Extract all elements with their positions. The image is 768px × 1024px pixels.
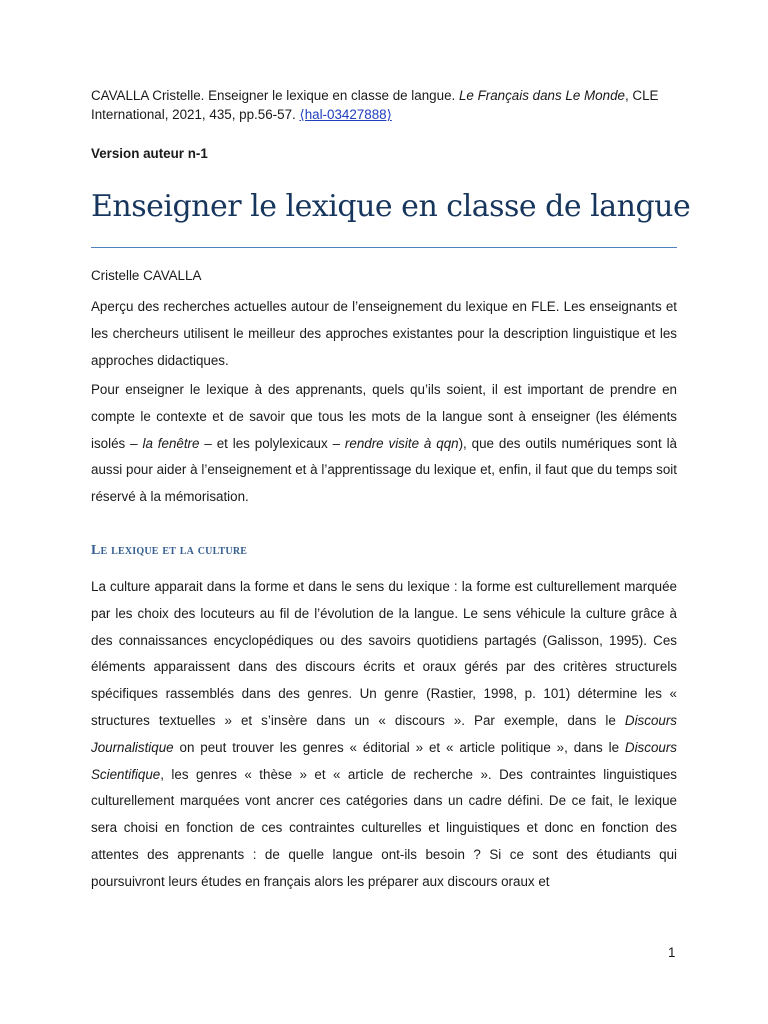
title-divider: [91, 247, 677, 248]
culture-paragraph: [91, 574, 677, 896]
intro-text-2: – et les polylexicaux –: [199, 435, 345, 451]
citation-suffix: , CLE International, 2021, 435, pp.56-57.: [91, 88, 659, 122]
intro-paragraph: [91, 377, 677, 511]
culture-text-2: on peut trouver les genres « éditorial » et « article politique », dans le: [173, 739, 625, 755]
culture-italic-2: Discours Scientifique: [91, 739, 677, 782]
citation-journal: Le Français dans Le Monde: [458, 88, 625, 103]
page-number: 1: [668, 945, 676, 960]
author-name: Cristelle CAVALLA: [91, 268, 202, 283]
document-page: [91, 0, 691, 1024]
citation: [91, 86, 677, 124]
intro-italic-2: rendre visite à qqn: [344, 435, 459, 451]
intro-text-3: ), que des outils numériques sont là aussi pour aider à l’enseignement et à l’apprentissage du lexique et, enfin, il faut que du temps soit réservé à la mémorisation.: [91, 435, 677, 505]
citation-prefix: CAVALLA Cristelle. Enseigner le lexique en classe de langue.: [91, 88, 459, 103]
culture-italic-1: Discours Journalistique: [91, 712, 677, 755]
section-heading: Le lexique et la culture: [91, 543, 248, 558]
version-label: Version auteur n-1: [91, 146, 208, 161]
document-title: Enseigner le lexique en classe de langue: [91, 189, 691, 224]
hal-link[interactable]: ⟨hal-03427888⟩: [299, 107, 392, 122]
culture-text-3: , les genres « thèse » et « article de recherche ». Des contraintes linguistiques culturellement marquées vont ancrer ces catégories dans un cadre défini. De ce fait, le lexique sera choisi en fonction de ces contraintes culturelles et linguistiques et donc en fonction des attentes des apprenants : de quelle langue ont-ils besoin ? Si ce sont des étudiants qui poursuivront leurs études en français alors les préparer aux discours oraux et: [91, 766, 677, 889]
intro-italic-1: la fenêtre: [142, 435, 200, 451]
culture-text-1: La culture apparait dans la forme et dans le sens du lexique : la forme est culturellement marquée par les choix des locuteurs au fil de l’évolution de la langue. Le sens véhicule la culture grâce à des connaissances encyclopédiques ou des savoirs quotidiens partagés (Galisson, 1995). Ces éléments apparaissent dans des discours écrits et oraux gérés par des critères structurels spécifiques rassemblés dans des genres. Un genre (Rastier, 1998, p. 101) détermine les « structures textuelles » et s’insère dans un « discours ». Par exemple, dans le: [91, 579, 677, 728]
intro-text-1: Pour enseigner le lexique à des apprenants, quels qu’ils soient, il est important de prendre en compte le contexte et de savoir que tous les mots de la langue sont à enseigner (les éléments isolés –: [91, 382, 677, 451]
abstract-paragraph: Aperçu des recherches actuelles autour de l’enseignement du lexique en FLE. Les enseignants et les chercheurs utilisent le meilleur des approches existantes pour la description linguistique et les approches didactiques.: [91, 299, 677, 368]
